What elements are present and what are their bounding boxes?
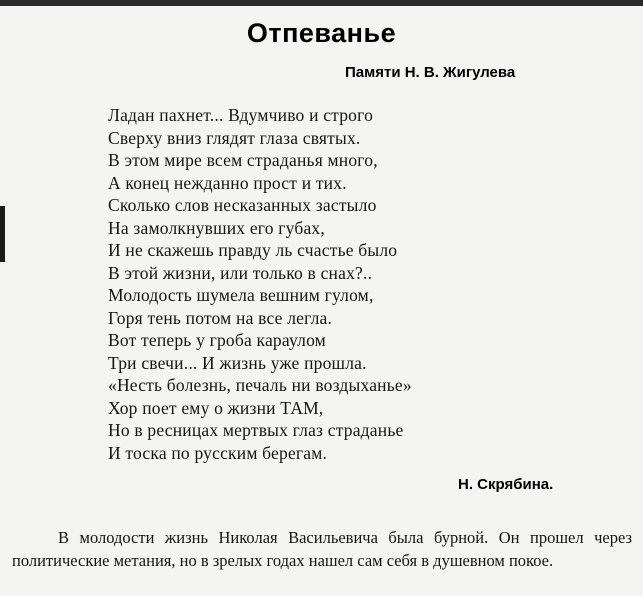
poem-line: И не скажешь правду ль счастье было [108, 240, 398, 260]
poem-line: Вот теперь у гроба караулом [108, 330, 326, 350]
poem-line: Молодость шумела вешним гулом, [108, 285, 374, 305]
poem-stanza [108, 104, 412, 464]
poem-line: В этом мире всем страданья много, [108, 150, 378, 170]
biographical-note: В молодости жизнь Николая Васильевича была бурной. Он прошел через политические метания, но в зрелых годах нашел сам себя в душевном покое. [12, 528, 632, 570]
poem-line: А конец нежданно прост и тих. [108, 172, 347, 193]
scan-edge [0, 0, 643, 6]
poem-author: Н. Скрябина. [458, 476, 554, 493]
poem-line: Горя тень потом на все легла. [108, 307, 333, 328]
poem-line: Сколько слов несказанных застыло [108, 195, 377, 215]
poem-line: И тоска по русским берегам. [108, 442, 328, 463]
poem-line: Сверху вниз глядят глаза святых. [108, 127, 361, 148]
poem-line: Хор поет ему о жизни ТАМ, [108, 397, 324, 418]
poem-title: Отпеванье [246, 18, 397, 48]
poem-line: «Несть болезнь, печаль ни воздыханье» [108, 375, 412, 395]
poem-line: Ладан пахнет... Вдумчиво и строго [108, 105, 374, 125]
poem-line: На замолкнувших его губах, [108, 217, 325, 238]
poem-line: Три свечи... И жизнь уже прошла. [108, 352, 367, 373]
scan-margin-mark [0, 206, 5, 262]
poem-line: В этой жизни, или только в снах?.. [108, 262, 373, 283]
poem-dedication: Памяти Н. В. Жигулева [345, 64, 516, 81]
poem-line: Но в ресницах мертвых глаз страданье [108, 420, 404, 440]
